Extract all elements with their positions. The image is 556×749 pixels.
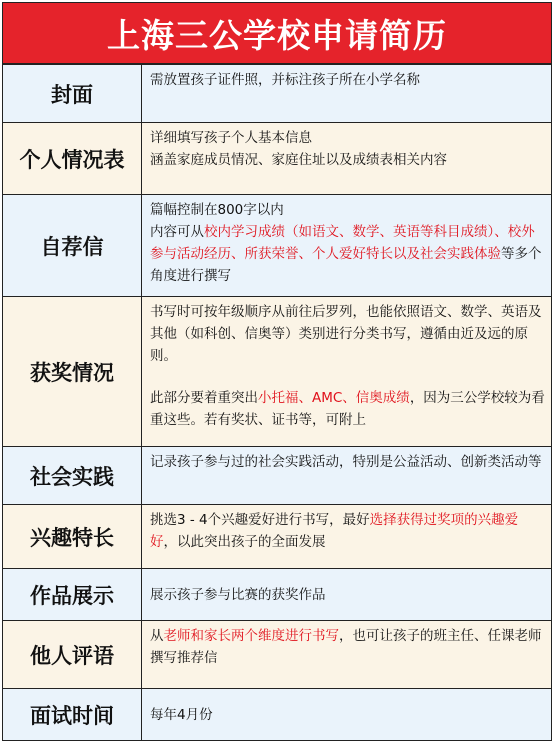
content-text: 挑选3 - 4个兴趣爱好进行书写，最好 (150, 512, 370, 528)
row-label: 社会实践 (3, 447, 142, 505)
page-title: 上海三公学校申请简历 (2, 2, 552, 64)
content-text: ，因为三公学校较为看重这些。若有奖状、证书等，可附上 (150, 390, 545, 428)
content-paragraph (150, 509, 545, 553)
row-label: 自荐信 (3, 195, 142, 297)
row-label: 作品展示 (3, 569, 142, 621)
content-line: 每年4月份 (150, 706, 213, 723)
content-text: 从 (150, 628, 164, 644)
row-label: 获奖情况 (3, 297, 142, 447)
row-label: 他人评语 (3, 621, 142, 689)
content-text: ，也可让孩子的班主任、任课老师撰写推荐信 (150, 628, 542, 666)
content-paragraph (150, 387, 545, 431)
content-paragraph: 书写时可按年级顺序从前往后罗列，也能依照语文、数学、英语及其他（如科创、信奥等）类别进行分类书写，遵循由近及远的原则。 (150, 304, 542, 364)
row-content (142, 447, 552, 505)
table-row (3, 689, 552, 741)
table-row (3, 447, 552, 505)
resume-table (2, 64, 552, 741)
row-content (142, 505, 552, 569)
content-line: 详细填写孩子个人基本信息 (150, 130, 312, 146)
row-content (142, 569, 552, 621)
highlight-text: 校内学习成绩（如语文、数学、英语等科目成绩）、校外参与活动经历、所获荣誉、个人爱好特长以及社会实践体验 (150, 224, 535, 262)
table-row (3, 569, 552, 621)
content-paragraph (150, 221, 545, 287)
content-line: 涵盖家庭成员情况、家庭住址以及成绩表相关内容 (150, 152, 447, 168)
content-paragraph: 记录孩子参与过的社会实践活动，特别是公益活动、创新类活动等 (150, 454, 542, 470)
row-content (142, 65, 552, 123)
content-text: 等多个角度进行撰写 (150, 246, 542, 284)
content-text: ，以此突出孩子的全面发展 (163, 534, 326, 550)
table-row (3, 65, 552, 123)
table-row (3, 195, 552, 297)
row-label: 个人情况表 (3, 123, 142, 195)
content-line: 展示孩子参与比赛的获奖作品 (150, 586, 326, 603)
content-line: 需放置孩子证件照，并标注孩子所在小学名称 (150, 72, 420, 88)
paragraph-gap (150, 367, 545, 387)
table-row (3, 297, 552, 447)
row-label: 面试时间 (3, 689, 142, 741)
row-content (142, 297, 552, 447)
content-text: 内容可从 (150, 224, 204, 240)
highlight-text: 选择获得过奖项的兴趣爱好 (150, 512, 519, 550)
table-row (3, 505, 552, 569)
row-content (142, 123, 552, 195)
row-content (142, 195, 552, 297)
table-row (3, 621, 552, 689)
row-content (142, 621, 552, 689)
highlight-text: 老师和家长两个维度进行书写 (163, 628, 339, 644)
content-paragraph (150, 625, 545, 669)
table-row (3, 123, 552, 195)
content-line: 篇幅控制在800字以内 (150, 202, 284, 218)
row-label: 兴趣特长 (3, 505, 142, 569)
row-content (142, 689, 552, 741)
highlight-text: 小托福、AMC、信奥成绩 (258, 390, 410, 406)
content-text: 此部分要着重突出 (150, 390, 258, 406)
row-label: 封面 (3, 65, 142, 123)
